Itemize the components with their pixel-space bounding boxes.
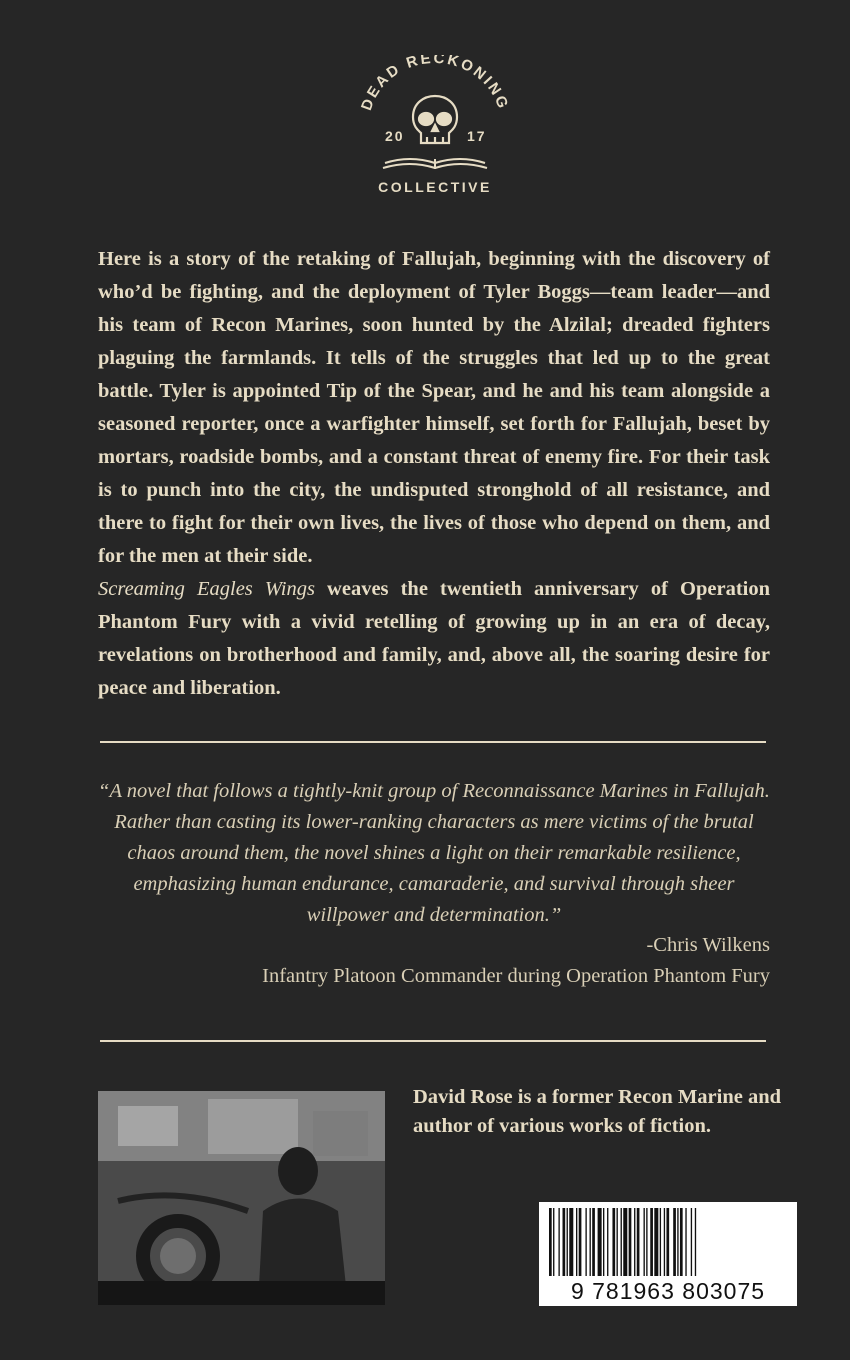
barcode-bar bbox=[677, 1208, 678, 1276]
barcode-bar bbox=[558, 1208, 559, 1276]
barcode-bar bbox=[644, 1208, 645, 1276]
author-bio: David Rose is a former Recon Marine and author of various works of fiction. bbox=[413, 1086, 782, 1137]
barcode-bar bbox=[553, 1208, 554, 1276]
barcode-bar bbox=[617, 1208, 618, 1276]
logo-year-right: 17 bbox=[467, 128, 487, 144]
barcode-bar bbox=[637, 1208, 640, 1276]
logo-year-left: 20 bbox=[385, 128, 405, 144]
author-photo-image bbox=[98, 1091, 385, 1305]
logo-arc-text: DEAD RECKONING bbox=[357, 55, 513, 113]
barcode-bar bbox=[673, 1208, 676, 1276]
divider-top bbox=[100, 741, 766, 743]
barcode-bar bbox=[563, 1208, 566, 1276]
barcode-bar bbox=[634, 1208, 635, 1276]
description-paragraph-2-text: weaves the twentieth anniversary of Operation Phantom Fury with a vivid retelling of growing up in an era of decay, revelations on brotherhood and family, and, above all, the soaring desire for peace and liberation. bbox=[98, 578, 770, 699]
logo-bottom-text: COLLECTIVE bbox=[378, 179, 492, 195]
barcode-bar bbox=[549, 1208, 552, 1276]
barcode-bar bbox=[598, 1208, 602, 1276]
barcode-bar bbox=[666, 1208, 669, 1276]
barcode-bar bbox=[612, 1208, 615, 1276]
author-photo bbox=[98, 1091, 385, 1305]
barcode-bar bbox=[579, 1208, 582, 1276]
barcode-bar bbox=[695, 1208, 696, 1276]
barcode-bar bbox=[660, 1208, 661, 1276]
barcode-bar bbox=[607, 1208, 608, 1276]
isbn-barcode bbox=[539, 1202, 797, 1306]
review-author: -Chris Wilkens bbox=[646, 934, 770, 956]
barcode-bar bbox=[685, 1208, 686, 1276]
book-description bbox=[98, 243, 770, 705]
barcode-bar bbox=[623, 1208, 627, 1276]
barcode-bar bbox=[576, 1208, 577, 1276]
svg-text:DEAD RECKONING bbox=[358, 55, 512, 113]
barcode-bar bbox=[664, 1208, 665, 1276]
barcode-bar bbox=[592, 1208, 595, 1276]
barcode-bar bbox=[585, 1208, 586, 1276]
description-paragraph-2 bbox=[98, 573, 770, 705]
barcode-bar bbox=[603, 1208, 604, 1276]
skull-on-book-icon bbox=[355, 55, 515, 200]
description-paragraph-1: Here is a story of the retaking of Fallujah, beginning with the discovery of who’d be fighting, and the deployment of Tyler Boggs—team leader—and his team of Recon Marines, soon hunted by the Alzilal; dreaded fighters plaguing the farmlands. It tells of the struggles that led up to the great battle. Tyler is appointed Tip of the Spear, and he and his team alongside a seasoned reporter, once a warfighter himself, set forth for Fallujah, beset by mortars, roadside bombs, and a constant threat of enemy fire. For their task is to punch into the city, the undisputed stronghold of all resistance, and there to fight for their own lives, the lives of those who depend on them, and for the men at their side. bbox=[98, 248, 770, 567]
barcode-bar bbox=[691, 1208, 692, 1276]
review-quote: “A novel that follows a tightly-knit group of Reconnaissance Marines in Fallujah. Rather than casting its lower-ranking characters as mere victims of the brutal chaos around them, the novel shines a light on their remarkable resilience, emphasizing human endurance, camaraderie, and survival through sheer willpower and determination.” bbox=[98, 780, 770, 926]
review-author-role: Infantry Platoon Commander during Operation Phantom Fury bbox=[262, 965, 770, 987]
barcode-bar bbox=[621, 1208, 622, 1276]
barcode-bar bbox=[569, 1208, 573, 1276]
barcode-bar bbox=[680, 1208, 683, 1276]
divider-bottom bbox=[100, 1040, 766, 1042]
barcode-bar bbox=[650, 1208, 653, 1276]
barcode-bar bbox=[567, 1208, 568, 1276]
isbn-number: 9 781963 803075 bbox=[570, 1278, 766, 1304]
barcode-bar bbox=[590, 1208, 591, 1276]
barcode-bar bbox=[646, 1208, 647, 1276]
book-title: Screaming Eagles Wings bbox=[98, 578, 315, 600]
barcode-bar bbox=[629, 1208, 632, 1276]
publisher-logo bbox=[355, 55, 515, 200]
barcode-bar bbox=[654, 1208, 658, 1276]
